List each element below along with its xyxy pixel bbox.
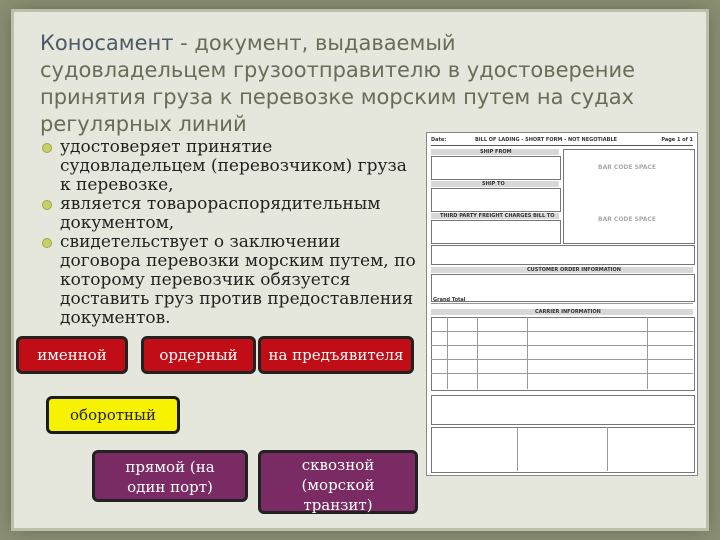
bill-of-lading-image: Date: BILL OF LADING - SHORT FORM - NOT NEGOTIABLE Page 1 of 1 SHIP FROM SHIP TO THIRD PARTY FREIGHT CHARGES BILL TO BAR CODE SPACE BAR CODE SPACE CUSTOMER ORDER INFORMATION Grand Total CARRIER INFORMATION — [426, 132, 698, 476]
bol-header: Date: BILL OF LADING - SHORT FORM - NOT NEGOTIABLE Page 1 of 1 — [431, 136, 693, 146]
bullet-dot-icon — [42, 200, 52, 210]
tag-named: именной — [16, 336, 128, 374]
tag-through: сквозной (морской транзит) — [258, 450, 418, 514]
bullet-dot-icon — [42, 143, 52, 153]
carrier-box: BAR CODE SPACE BAR CODE SPACE — [563, 149, 695, 244]
signature-area — [431, 427, 695, 473]
bullet-list — [40, 138, 420, 328]
tag-direct: прямой (на один порт) — [92, 450, 248, 502]
third-party-box: THIRD PARTY FREIGHT CHARGES BILL TO — [431, 220, 561, 244]
bullet-item: является товарораспорядительным документом, — [40, 195, 420, 233]
bullet-dot-icon — [42, 238, 52, 248]
ship-from-box: SHIP FROM — [431, 156, 561, 180]
ship-to-box: SHIP TO — [431, 188, 561, 212]
tag-order: ордерный — [141, 336, 256, 374]
tag-bearer: на предъявителя — [258, 336, 414, 374]
slide-title — [40, 30, 640, 138]
tag-negotiable: оборотный — [46, 396, 180, 434]
title-term: Коносамент — [40, 31, 174, 55]
carrier-table — [431, 317, 695, 391]
bullet-item: удостоверяет принятие судовладельцем (перевозчиком) груза к перевозке, — [40, 138, 420, 195]
bullet-item: свидетельствует о заключении договора перевозки морским путем, по которому перевозчик обязуется доставить груз против предоставления документов. — [40, 233, 420, 328]
title-definition: - документ, выдаваемый судовладельцем грузоотправителю в удостоверение принятия груза к перевозке морским путем на судах регулярных линий — [40, 31, 636, 136]
